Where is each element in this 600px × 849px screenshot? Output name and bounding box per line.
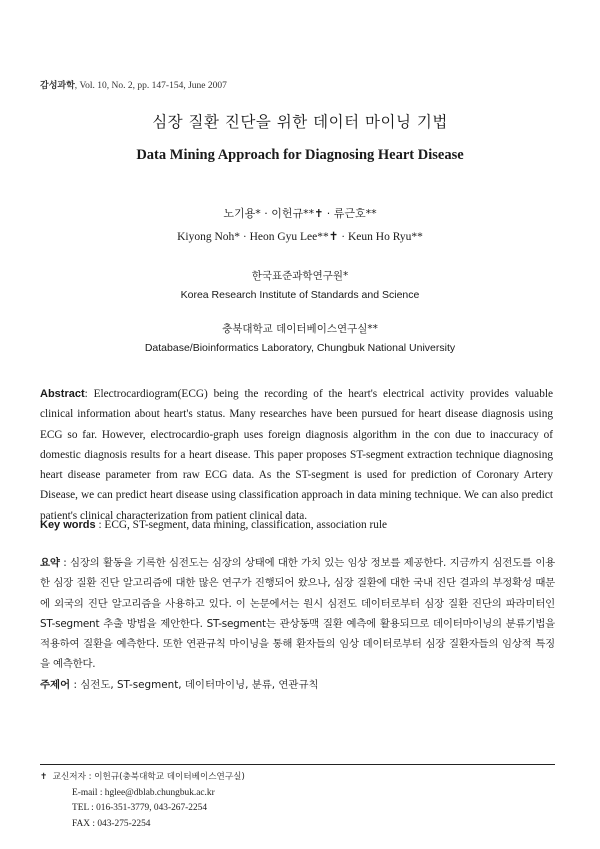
- abstract-text: : Electrocardiogram(ECG) being the recording of the heart's electrical activity provides valuable clinical information about heart's status. Many researches have been pursued for heart disease diagnosis using ECG so far. However, electrocardio-graph uses foreign diagnosis algorithm in the con due to inaccuracy of domestic diagnosis results for a heart disease. This paper proposes ST-segment extraction technique diagnosing heart disease parameter from raw ECG data. As the ST-segment is used for prediction of Coronary Artery Disease, we can predict heart disease using classification approach in data mining technique. We can also predict patient's clinical characterization from patient clinical data.: [40, 388, 553, 522]
- abstract-ko-text: : 심장의 활동을 기록한 심전도는 심장의 상태에 대한 가치 있는 임상 정보를 제공한다. 지금까지 심전도를 이용한 심장 질환 진단 알고리즘에 대한 많은 연구가 진행되어 왔으나, 심장 질환에 대한 국내 진단 결과의 부정확성 때문에 외국의 진단 알고리즘을 사용하고 있다. 이 논문에서는 원시 심전도 데이터로부터 심장 질환 진단의 파라미터인 ST-segment 추출 방법을 제안한다. ST-segment는 관상동맥 질환 예측에 활용되므로 데이터마이닝의 분류기법을 적용하여 질환을 예측한다. 또한 연관규칙 마이닝을 통해 환자들의 임상 데이터로부터 심장 질환자들의 임상적 특징을 예측한다.: [40, 557, 555, 671]
- authors-english: Kiyong Noh* · Heon Gyu Lee**✝ · Keun Ho Ryu**: [177, 231, 423, 243]
- keywords-english: [40, 515, 553, 535]
- affiliation-1-english: Korea Research Institute of Standards and Science: [180, 289, 420, 301]
- journal-citation: , Vol. 10, No. 2, pp. 147-154, June 2007: [74, 81, 227, 91]
- journal-name: 감성과학: [40, 81, 75, 91]
- affiliation-2-korean: 충북대학교 데이터베이스연구실**: [222, 323, 378, 335]
- corresponding-author: 교신저자 : 이헌규(충북대학교 데이터베이스연구실): [52, 772, 245, 782]
- affiliation-2-english: Database/Bioinformatics Laboratory, Chungbuk National University: [144, 342, 456, 354]
- footnote-tel: TEL : 016-351-3779, 043-267-2254: [72, 803, 208, 813]
- keywords-ko-text: : 심전도, ST-segment, 데이터마이닝, 분류, 연관규칙: [73, 679, 319, 691]
- abstract-ko-label: 요약: [40, 557, 60, 569]
- abstract-korean: [40, 553, 555, 675]
- footnote-divider: [40, 764, 555, 765]
- title-english: Data Mining Approach for Diagnosing Heart Disease: [136, 147, 464, 163]
- abstract-label: Abstract: [40, 388, 85, 400]
- keywords-text: : ECG, ST-segment, data mining, classification, association rule: [98, 519, 388, 531]
- title-korean: 심장 질환 진단을 위한 데이터 마이닝 기법: [152, 113, 448, 131]
- footnote-fax: FAX : 043-275-2254: [72, 818, 151, 829]
- affiliation-1-korean: 한국표준과학연구원*: [251, 270, 349, 282]
- footnote-email: E-mail : hglee@dblab.chungbuk.ac.kr: [72, 787, 215, 798]
- keywords-korean: [40, 675, 555, 695]
- abstract-english: [40, 384, 553, 526]
- dagger-mark: ✝: [40, 772, 48, 782]
- keywords-ko-label: 주제어: [40, 679, 71, 691]
- authors-korean: 노기용* · 이헌규**✝ · 류근호**: [223, 207, 377, 220]
- footnote: [40, 770, 555, 832]
- keywords-label: Key words: [40, 519, 96, 531]
- footnote-corresponding-row: [40, 770, 555, 786]
- journal-header: [40, 78, 227, 91]
